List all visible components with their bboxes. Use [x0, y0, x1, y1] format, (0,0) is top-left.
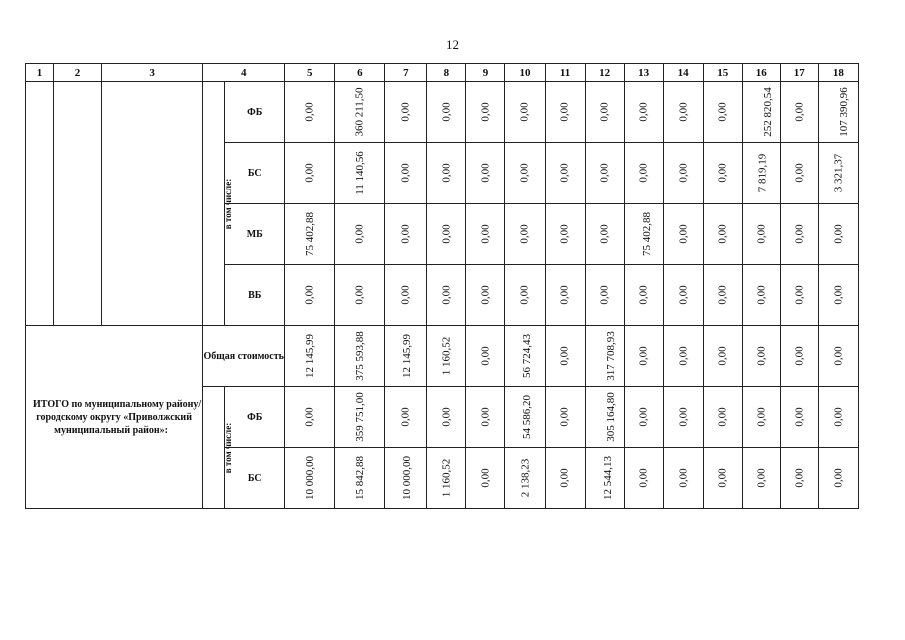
- value-cell: [505, 265, 545, 326]
- value-text: 0,00: [399, 407, 412, 427]
- value-text: 0,00: [716, 285, 729, 305]
- value-cell: [663, 82, 703, 143]
- value-text: 0,00: [518, 285, 531, 305]
- value-text: 0,00: [303, 102, 316, 122]
- value-text: 0,00: [440, 102, 453, 122]
- value-cell: [505, 143, 545, 204]
- value-cell: [385, 82, 427, 143]
- value-text: 0,00: [479, 346, 492, 366]
- value-cell: [466, 448, 505, 509]
- value-cell: [585, 448, 624, 509]
- value-cell: [335, 448, 385, 509]
- value-cell: [780, 448, 818, 509]
- total-title-cell: [26, 326, 203, 509]
- value-text: 0,00: [832, 224, 845, 244]
- value-cell: [624, 326, 663, 387]
- vtom-cell: [203, 387, 234, 509]
- value-cell: [427, 82, 466, 143]
- value-cell: [624, 448, 663, 509]
- value-text: 0,00: [716, 346, 729, 366]
- page-number: 12: [446, 37, 459, 52]
- value-cell: [780, 204, 818, 265]
- column-header: 18: [818, 64, 858, 82]
- value-cell: [624, 143, 663, 204]
- vtom-label: в том числе:: [223, 178, 234, 229]
- table-row: [26, 82, 859, 143]
- value-cell: [663, 448, 703, 509]
- value-text: 252 820,54: [761, 87, 774, 137]
- value-text: 0,00: [479, 163, 492, 183]
- column-header: 15: [703, 64, 742, 82]
- value-cell: [624, 204, 663, 265]
- value-cell: [505, 326, 545, 387]
- value-text: 0,00: [793, 346, 806, 366]
- value-text: 0,00: [637, 346, 650, 366]
- value-text: 375 593,88: [354, 331, 367, 381]
- value-text: 0,00: [677, 285, 690, 305]
- value-text: 75 402,88: [640, 212, 653, 256]
- fund-label-text: ФБ: [247, 107, 263, 118]
- value-text: 0,00: [716, 468, 729, 488]
- value-text: 0,00: [479, 102, 492, 122]
- value-text: 0,00: [755, 468, 768, 488]
- value-cell: [742, 387, 780, 448]
- fund-label-text: БС: [247, 473, 262, 484]
- value-text: 0,00: [559, 102, 572, 122]
- value-cell: [545, 82, 585, 143]
- value-text: 0,00: [755, 346, 768, 366]
- value-cell: [466, 143, 505, 204]
- value-text: 0,00: [793, 163, 806, 183]
- value-cell: [663, 265, 703, 326]
- value-text: 317 708,93: [604, 331, 617, 381]
- value-text: 0,00: [793, 468, 806, 488]
- value-cell: [818, 387, 858, 448]
- value-text: 15 842,88: [353, 456, 366, 500]
- value-text: 0,00: [399, 102, 412, 122]
- value-text: 360 211,50: [353, 87, 366, 137]
- value-text: 0,00: [303, 285, 316, 305]
- value-text: 3 321,37: [832, 153, 845, 193]
- column-header: 17: [780, 64, 818, 82]
- column-header: 9: [466, 64, 505, 82]
- value-text: 0,00: [637, 468, 650, 488]
- value-cell: [703, 448, 742, 509]
- value-cell: [505, 387, 545, 448]
- value-cell: [335, 326, 385, 387]
- value-cell: [585, 143, 624, 204]
- value-text: 0,00: [832, 468, 845, 488]
- overall-label-cell: [203, 326, 285, 387]
- column-header: 8: [427, 64, 466, 82]
- value-text: 7 819,19: [755, 153, 768, 193]
- value-text: 0,00: [677, 407, 690, 427]
- value-cell: [505, 448, 545, 509]
- value-text: 0,00: [677, 224, 690, 244]
- fund-label-text: ВБ: [248, 290, 262, 301]
- value-cell: [466, 387, 505, 448]
- value-text: 75 402,88: [303, 212, 316, 256]
- value-text: 0,00: [716, 163, 729, 183]
- value-text: 0,00: [399, 285, 412, 305]
- value-text: 0,00: [440, 285, 453, 305]
- value-text: 0,00: [793, 407, 806, 427]
- value-cell: [585, 387, 624, 448]
- value-text: 0,00: [755, 407, 768, 427]
- fund-label: [225, 143, 285, 204]
- column-header: 4: [203, 64, 285, 82]
- value-cell: [742, 448, 780, 509]
- value-cell: [335, 387, 385, 448]
- overall-label: Общая стоимость: [203, 350, 284, 362]
- value-cell: [285, 448, 335, 509]
- value-cell: [335, 82, 385, 143]
- value-text: 0,00: [518, 163, 531, 183]
- value-text: 12 145,99: [303, 334, 316, 378]
- value-cell: [818, 82, 858, 143]
- column-header: 11: [545, 64, 585, 82]
- value-cell: [780, 143, 818, 204]
- value-cell: [780, 265, 818, 326]
- value-cell: [285, 387, 335, 448]
- value-cell: [385, 204, 427, 265]
- column-header: 6: [335, 64, 385, 82]
- value-cell: [742, 326, 780, 387]
- value-text: 0,00: [518, 102, 531, 122]
- value-cell: [505, 204, 545, 265]
- value-cell: [545, 326, 585, 387]
- column-header: 14: [663, 64, 703, 82]
- value-text: 12 145,99: [401, 334, 414, 378]
- value-cell: [545, 143, 585, 204]
- column-header: 13: [624, 64, 663, 82]
- value-text: 56 724,43: [521, 334, 534, 378]
- value-text: 0,00: [793, 102, 806, 122]
- value-cell: [818, 265, 858, 326]
- value-cell: [466, 326, 505, 387]
- value-cell: [335, 204, 385, 265]
- value-text: 0,00: [479, 407, 492, 427]
- value-cell: [385, 387, 427, 448]
- value-cell: [742, 82, 780, 143]
- value-text: 359 751,00: [354, 392, 367, 442]
- value-text: 0,00: [353, 285, 366, 305]
- column-header: 3: [102, 64, 203, 82]
- value-text: 0,00: [832, 407, 845, 427]
- column-header: 10: [505, 64, 545, 82]
- fund-label: [225, 82, 285, 143]
- value-cell: [335, 143, 385, 204]
- value-cell: [780, 387, 818, 448]
- value-cell: [624, 265, 663, 326]
- value-text: 0,00: [677, 102, 690, 122]
- fund-label: [225, 204, 285, 265]
- value-text: 10 000,00: [401, 456, 414, 500]
- value-text: 0,00: [303, 407, 316, 427]
- value-text: 2 138,23: [518, 458, 531, 498]
- value-text: 0,00: [479, 224, 492, 244]
- value-cell: [466, 265, 505, 326]
- value-cell: [466, 82, 505, 143]
- value-text: 0,00: [677, 468, 690, 488]
- value-cell: [427, 448, 466, 509]
- value-cell: [663, 204, 703, 265]
- empty-col-2: [54, 82, 102, 326]
- value-cell: [285, 204, 335, 265]
- value-cell: [585, 265, 624, 326]
- value-text: 0,00: [598, 224, 611, 244]
- value-text: 10 000,00: [303, 456, 316, 500]
- value-cell: [703, 387, 742, 448]
- fund-label-text: ФБ: [247, 412, 263, 423]
- column-header: 1: [26, 64, 54, 82]
- value-cell: [818, 143, 858, 204]
- value-cell: [742, 143, 780, 204]
- value-cell: [335, 265, 385, 326]
- total-title: ИТОГО по муниципальному району/городскому округу «Приволжский муниципальный район»:: [33, 398, 202, 436]
- value-cell: [818, 204, 858, 265]
- value-text: 0,00: [716, 102, 729, 122]
- value-text: 0,00: [598, 163, 611, 183]
- empty-col-3: [102, 82, 203, 326]
- column-header: 12: [585, 64, 624, 82]
- value-text: 0,00: [518, 224, 531, 244]
- value-cell: [427, 204, 466, 265]
- value-text: 0,00: [559, 346, 572, 366]
- value-text: 0,00: [793, 285, 806, 305]
- value-cell: [703, 143, 742, 204]
- value-cell: [285, 143, 335, 204]
- value-cell: [780, 82, 818, 143]
- budget-table: [25, 63, 859, 509]
- value-text: 0,00: [479, 468, 492, 488]
- column-header: 7: [385, 64, 427, 82]
- value-text: 11 140,56: [353, 151, 366, 195]
- total-overall-row: [26, 326, 859, 387]
- value-cell: [663, 143, 703, 204]
- value-cell: [466, 204, 505, 265]
- value-text: 0,00: [677, 163, 690, 183]
- value-cell: [545, 387, 585, 448]
- value-cell: [663, 326, 703, 387]
- value-text: 0,00: [559, 285, 572, 305]
- value-text: 0,00: [637, 163, 650, 183]
- value-cell: [585, 326, 624, 387]
- value-text: 54 586,20: [521, 395, 534, 439]
- value-text: 0,00: [793, 224, 806, 244]
- value-text: 0,00: [559, 163, 572, 183]
- vtom-cell: [203, 82, 234, 326]
- value-text: 0,00: [598, 102, 611, 122]
- value-text: 0,00: [440, 163, 453, 183]
- value-text: 0,00: [399, 224, 412, 244]
- empty-col-1: [26, 82, 54, 326]
- value-text: 0,00: [637, 285, 650, 305]
- value-text: 0,00: [559, 407, 572, 427]
- value-text: 1 160,52: [440, 458, 453, 498]
- value-cell: [663, 387, 703, 448]
- value-text: 0,00: [440, 224, 453, 244]
- vtom-label: в том числе:: [223, 422, 234, 473]
- value-text: 0,00: [677, 346, 690, 366]
- value-text: 0,00: [716, 224, 729, 244]
- value-cell: [545, 204, 585, 265]
- value-cell: [742, 265, 780, 326]
- fund-label: [225, 387, 285, 448]
- column-header: 2: [54, 64, 102, 82]
- value-cell: [585, 204, 624, 265]
- value-text: 0,00: [598, 285, 611, 305]
- column-header: 16: [742, 64, 780, 82]
- value-cell: [703, 204, 742, 265]
- value-cell: [427, 387, 466, 448]
- value-cell: [385, 448, 427, 509]
- value-text: 0,00: [353, 224, 366, 244]
- value-cell: [285, 82, 335, 143]
- value-text: 107 390,96: [837, 87, 850, 137]
- value-text: 1 160,52: [440, 336, 453, 376]
- value-cell: [427, 143, 466, 204]
- fund-label: [225, 265, 285, 326]
- value-cell: [585, 82, 624, 143]
- value-text: 0,00: [559, 224, 572, 244]
- value-cell: [624, 387, 663, 448]
- value-cell: [545, 448, 585, 509]
- value-cell: [818, 326, 858, 387]
- value-text: 0,00: [440, 407, 453, 427]
- value-cell: [385, 265, 427, 326]
- fund-label: [225, 448, 285, 509]
- value-cell: [703, 82, 742, 143]
- value-text: 0,00: [832, 346, 845, 366]
- fund-label-text: БС: [247, 168, 262, 179]
- value-cell: [780, 326, 818, 387]
- value-cell: [742, 204, 780, 265]
- value-text: 12 544,13: [601, 456, 614, 500]
- value-cell: [505, 82, 545, 143]
- value-text: 0,00: [637, 407, 650, 427]
- value-cell: [703, 326, 742, 387]
- value-text: 0,00: [559, 468, 572, 488]
- value-text: 305 164,80: [604, 392, 617, 442]
- value-cell: [285, 265, 335, 326]
- fund-label-text: МБ: [246, 229, 263, 240]
- value-text: 0,00: [303, 163, 316, 183]
- value-text: 0,00: [755, 224, 768, 244]
- value-text: 0,00: [637, 102, 650, 122]
- value-cell: [703, 265, 742, 326]
- value-cell: [385, 326, 427, 387]
- value-cell: [545, 265, 585, 326]
- value-text: 0,00: [832, 285, 845, 305]
- value-cell: [427, 326, 466, 387]
- value-text: 0,00: [716, 407, 729, 427]
- value-text: 0,00: [399, 163, 412, 183]
- value-cell: [427, 265, 466, 326]
- value-cell: [818, 448, 858, 509]
- value-cell: [624, 82, 663, 143]
- value-text: 0,00: [479, 285, 492, 305]
- column-header: 5: [285, 64, 335, 82]
- value-text: 0,00: [755, 285, 768, 305]
- value-cell: [385, 143, 427, 204]
- value-cell: [285, 326, 335, 387]
